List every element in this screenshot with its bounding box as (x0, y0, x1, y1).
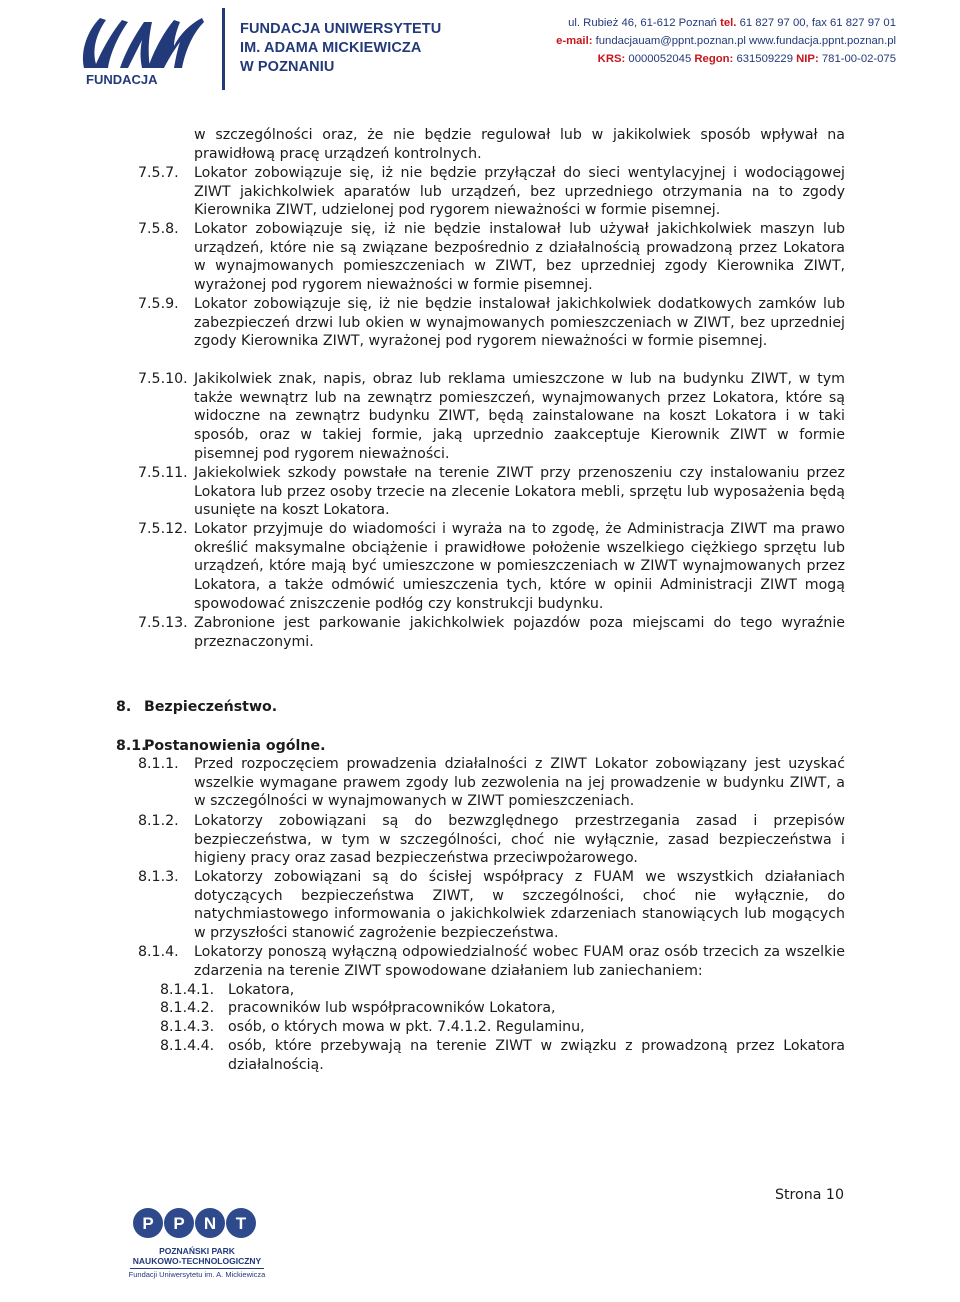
subclause-text: osób, które przebywają na terenie ZIWT w związku z prowadzoną przez Lokatora działalnością. (228, 1038, 845, 1073)
ppnt-name-line-2: NAUKOWO-TECHNOLOGICZNY (132, 1256, 262, 1266)
foundation-name (240, 20, 441, 77)
contact-registry-line (556, 50, 896, 68)
subclause-number: 8.1.4.4. (160, 1038, 215, 1054)
continuation-paragraph: w szczególności oraz, że nie będzie regulował lub w jakikolwiek sposób wpływał na prawidłową pracę urządzeń kontrolnych. (194, 127, 845, 162)
section-number: 8. (116, 699, 132, 715)
email-label: e-mail: (556, 35, 593, 47)
tel-label: tel. (720, 17, 737, 29)
subclause-number: 8.1.4.2. (160, 1000, 215, 1016)
regon-value: 631509229 (736, 53, 793, 65)
clause-number: 7.5.8. (138, 221, 179, 237)
clause-number: 7.5.9. (138, 296, 179, 312)
clause-number: 8.1.2. (138, 813, 179, 829)
ppnt-logo (112, 1200, 282, 1290)
clause-number: 7.5.11. (138, 465, 188, 481)
clause-number: 8.1.1. (138, 756, 179, 772)
clause-text: Jakiekolwiek szkody powstałe na terenie ZIWT przy przenoszeniu czy instalowaniu przez Lokatora lub przez osoby trzecie na zlecenie Lokatora mebli, sprzętu lub wyposażenia będą usunięte na koszt Lokatora. (194, 465, 845, 519)
clause-text: Lokatorzy zobowiązani są do bezwzględnego przestrzegania zasad i przepisów bezpieczeństwa, w tym w szczególności, choć nie wyłącznie, zasad bezpieczeństwa i higieny pracy oraz zasad bezpieczeństwa przeciwpożarowego. (194, 813, 845, 867)
krs-label: KRS: (597, 53, 626, 65)
email-value: fundacjauam@ppnt.poznan.pl www.fundacja.ppnt.poznan.pl (595, 35, 896, 47)
logo-divider (222, 8, 225, 90)
foundation-name-line-2: IM. ADAMA MICKIEWICZA (240, 40, 422, 56)
clause-text: Lokator zobowiązuje się, iż nie będzie przyłączał do sieci wentylacyjnej i wodociągowej ZIWT jakichkolwiek aparatów lub urządzeń, bez uprzedniego otrzymania na to zgody Kierownika ZIWT, udzielonej pod rygorem nieważności w formie pisemnej. (194, 165, 845, 219)
clause-number: 7.5.13. (138, 615, 188, 631)
clause-text: Zabronione jest parkowanie jakichkolwiek pojazdów poza miejscami do tego wyraźnie przeznaczonymi. (194, 615, 845, 650)
clause-number: 7.5.7. (138, 165, 179, 181)
letterhead (0, 0, 960, 100)
contact-address-line (556, 14, 896, 32)
page-number: Strona 10 (774, 1187, 844, 1203)
krs-value: 0000052045 (628, 53, 692, 65)
ppnt-letter: N (203, 1214, 217, 1233)
tel-value: 61 827 97 00, fax 61 827 97 01 (739, 17, 896, 29)
clause-text: Jakikolwiek znak, napis, obraz lub reklama umieszczone w lub na budynku ZIWT, w tym także wewnątrz lub na zewnątrz pomieszczeń, wynajmowanych przez Lokatora, które są widoczne na zewnątrz budynku ZIWT, będą zainstalowane na koszt Lokatora i w taki sposób, oraz w takiej formie, jaką uprzednio zaakceptuje Kierownik ZIWT w formie pisemnej pod rygorem nieważności. (194, 371, 845, 462)
foundation-name-line-1: FUNDACJA UNIWERSYTETU (240, 21, 442, 37)
uam-foundation-logo (78, 10, 208, 88)
section-title: Bezpieczeństwo. (144, 699, 278, 715)
ppnt-subtitle: Fundacji Uniwersytetu im. A. Mickiewicza (128, 1270, 266, 1279)
nip-label: NIP: (796, 53, 819, 65)
svg-text:FUNDACJA: FUNDACJA (86, 72, 158, 87)
subclause-number: 8.1.4.1. (160, 982, 215, 998)
clause-text: Lokator zobowiązuje się, iż nie będzie instalował lub używał jakichkolwiek maszyn lub urządzeń, które nie są związane bezpośrednio z działalnością prowadzoną przez Lokatora w wynajmowanych pomieszczeniach w ZIWT, bez uprzedniej zgody Kierownika ZIWT, wyrażonej pod rygorem nieważności w formie pisemnej. (194, 221, 845, 294)
subsection-title: Postanowienia ogólne. (144, 738, 326, 754)
nip-value: 781-00-02-075 (821, 53, 896, 65)
subclause-text: pracowników lub współpracowników Lokatora, (228, 1000, 556, 1016)
clause-number: 8.1.4. (138, 944, 179, 960)
clause-text: Lokator zobowiązuje się, iż nie będzie instalował jakichkolwiek dodatkowych zamków lub zabezpieczeń drzwi lub okien w wynajmowanych pomieszczeniach w ZIWT, bez uprzedniej zgody Kierownika ZIWT, wyrażonej pod rygorem nieważności w formie pisemnej. (194, 296, 845, 350)
subclause-text: Lokatora, (228, 982, 295, 998)
subsection-number: 8.1. (116, 738, 147, 754)
ppnt-letter: P (142, 1214, 154, 1233)
clause-number: 7.5.12. (138, 521, 188, 537)
subclause-number: 8.1.4.3. (160, 1019, 215, 1035)
ppnt-letter: T (235, 1214, 247, 1233)
clause-text: Lokatorzy zobowiązani są do ścisłej współpracy z FUAM we wszystkich działaniach dotyczących bezpieczeństwa ZIWT, w szczególności, choć nie wyłącznie, do natychmiastowego informowania o jakichkolwiek zdarzeniach stanowiących lub mogących w przyszłości stanowić zagrożenie bezpieczeństwa. (194, 869, 845, 942)
address: ul. Rubież 46, 61-612 Poznań (568, 17, 717, 29)
ppnt-name (112, 1246, 282, 1266)
clause-text: Lokatorzy ponoszą wyłączną odpowiedzialność wobec FUAM oraz osób trzecich za wszelkie zdarzenia na terenie ZIWT spowodowane działaniem lub zaniechaniem: (194, 944, 845, 979)
ppnt-divider (130, 1268, 264, 1269)
ppnt-name-line-1: POZNAŃSKI PARK (159, 1246, 235, 1256)
contact-info (556, 14, 896, 68)
contact-email-line (556, 32, 896, 50)
regon-label: Regon: (694, 53, 734, 65)
clause-number: 7.5.10. (138, 371, 188, 387)
ppnt-letter-circles (132, 1205, 257, 1241)
clause-number: 8.1.3. (138, 869, 179, 885)
clause-text: Lokator przyjmuje do wiadomości i wyraża na to zgodę, że Administracja ZIWT ma prawo określić maksymalne obciążenie i prawidłowe położenie wszelkiego ciężkiego sprzętu lub urządzeń, które mają być umieszczone w pomieszczeniach w ZIWT wynajmowanych przez Lokatora, a także odmówić umieszczenia tych, które w opinii Administracji ZIWT mogą spowodować zniszczenie podłóg czy konstrukcji budynku. (194, 521, 845, 612)
subclause-text: osób, o których mowa w pkt. 7.4.1.2. Regulaminu, (228, 1019, 585, 1035)
clause-text: Przed rozpoczęciem prowadzenia działalności z ZIWT Lokator zobowiązany jest uzyskać wszelkie wymagane prawem zgody lub zezwolenia na jej prowadzenie w budynku ZIWT, a w szczególności w wynajmowanych w ZIWT pomieszczeniach. (194, 756, 845, 810)
ppnt-letter: P (173, 1214, 185, 1233)
foundation-name-line-3: W POZNANIU (240, 59, 335, 75)
